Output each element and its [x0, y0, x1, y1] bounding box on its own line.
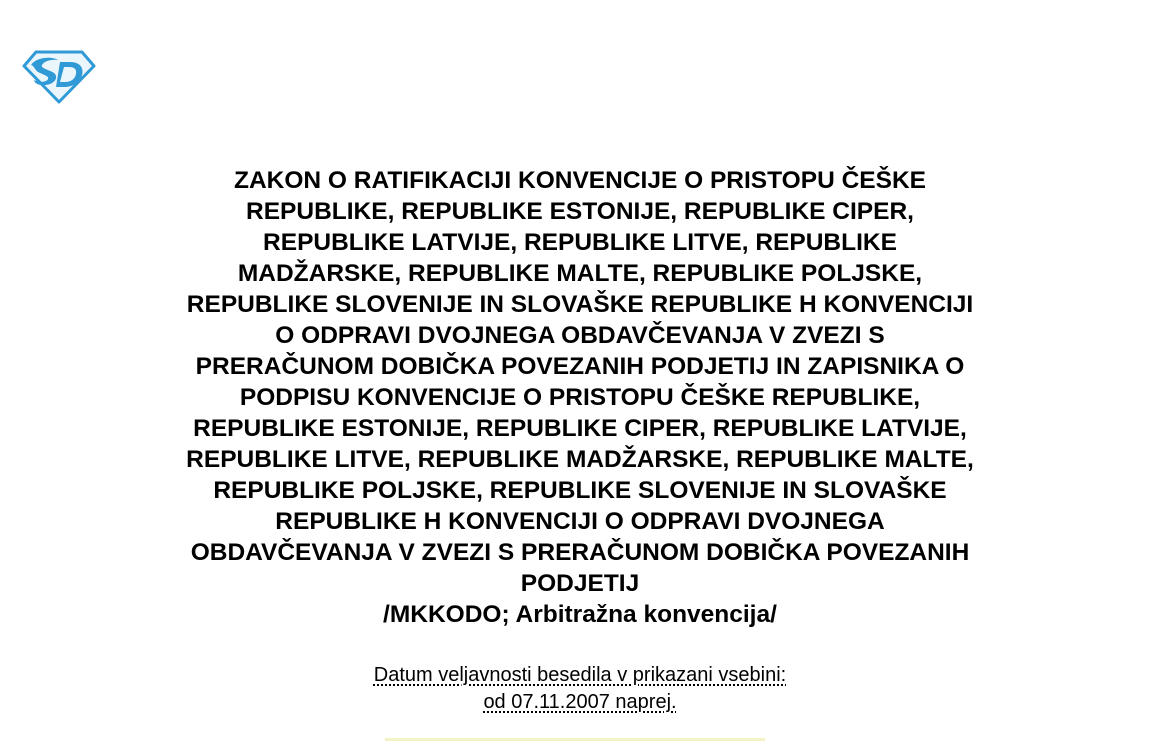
title-line: REPUBLIKE H KONVENCIJI O ODPRAVI DVOJNEGA — [275, 508, 885, 535]
title-line: O ODPRAVI DVOJNEGA OBDAVČEVANJA V ZVEZI S — [275, 322, 885, 349]
title-subtitle-abbreviation: /MKKODO; Arbitražna konvencija/ — [383, 601, 777, 628]
shield-logo-icon — [22, 50, 96, 104]
title-line: MADŽARSKE, REPUBLIKE MALTE, REPUBLIKE POLJSKE, — [237, 260, 923, 287]
validity-date-notice — [180, 662, 980, 716]
title-line: REPUBLIKE ESTONIJE, REPUBLIKE CIPER, REPUBLIKE LATVIJE, — [193, 415, 967, 442]
title-line: REPUBLIKE SLOVENIJE IN SLOVAŠKE REPUBLIKE H KONVENCIJI — [186, 291, 974, 318]
validity-range: od 07.11.2007 naprej. — [483, 691, 677, 713]
title-line: OBDAVČEVANJA V ZVEZI S PRERAČUNOM DOBIČKA POVEZANIH — [190, 539, 970, 566]
title-line: PODJETIJ — [520, 570, 640, 597]
document-title — [120, 165, 1040, 630]
title-line: PRERAČUNOM DOBIČKA POVEZANIH PODJETIJ IN ZAPISNIKA O — [195, 353, 965, 380]
title-line: REPUBLIKE, REPUBLIKE ESTONIJE, REPUBLIKE CIPER, — [246, 198, 914, 225]
validity-label: Datum veljavnosti besedila v prikazani vsebini: — [373, 664, 787, 686]
title-line: REPUBLIKE LATVIJE, REPUBLIKE LITVE, REPUBLIKE — [263, 229, 897, 256]
title-line: ZAKON O RATIFIKACIJI KONVENCIJE O PRISTOPU ČEŠKE — [234, 167, 926, 194]
title-line: REPUBLIKE LITVE, REPUBLIKE MADŽARSKE, REPUBLIKE MALTE, — [186, 446, 974, 473]
page-divider — [385, 738, 765, 741]
title-line: REPUBLIKE POLJSKE, REPUBLIKE SLOVENIJE IN SLOVAŠKE — [213, 477, 947, 504]
title-line: PODPISU KONVENCIJE O PRISTOPU ČEŠKE REPUBLIKE, — [239, 384, 921, 411]
